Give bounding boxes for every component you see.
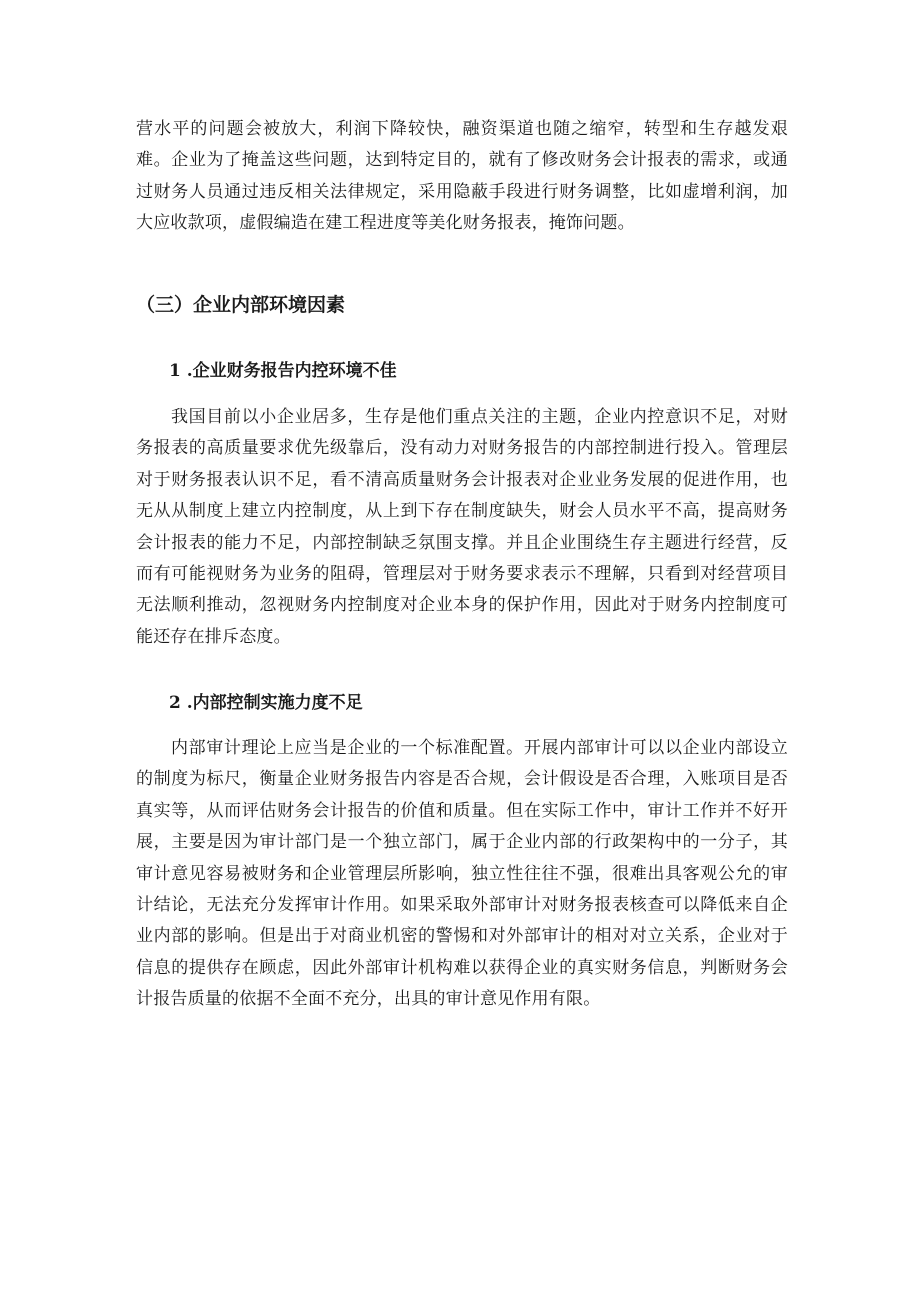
subsection-heading-1: 1 .企业财务报告内控环境不佳 bbox=[169, 361, 397, 381]
paragraph-continuation: 营水平的问题会被放大，利润下降较快，融资渠道也随之缩窄，转型和生存越发艰难。企业为了掩盖这些问题，达到特定目的，就有了修改财务会计报表的需求，或通过财务人员通过违反相关法律规定，采用隐蔽手段进行财务调整，比如虚增利润，加大应收款项，虚假编造在建工程进度等美化财务报表，掩饰问题。 bbox=[136, 119, 788, 234]
paragraph-internal-control-environment: 我国目前以小企业居多，生存是他们重点关注的主题，企业内控意识不足，对财务报表的高质量要求优先级靠后，没有动力对财务报告的内部控制进行投入。管理层对于财务报表认识不足，看不清高质量财务会计报表对企业业务发展的促进作用，也无从从制度上建立内控制度，从上到下存在制度缺失，财会人员水平不高，提高财务会计报表的能力不足，内部控制缺乏氛围支撑。并且企业围绕生存主题进行经营，反而有可能视财务为业务的阻碍，管理层对于财务要求表示不理解，只看到对经营项目无法顺利推动，忽视财务内控制度对企业本身的保护作用，因此对于财务内控制度可能还存在排斥态度。 bbox=[136, 407, 788, 647]
paragraph-internal-audit: 内部审计理论上应当是企业的一个标准配置。开展内部审计可以以企业内部设立的制度为标尺，衡量企业财务报告内容是否合规，会计假设是否合理，入账项目是否真实等，从而评估财务会计报告的价值和质量。但在实际工作中，审计工作并不好开展，主要是因为审计部门是一个独立部门，属于企业内部的行政架构中的一分子，其审计意见容易被财务和企业管理层所影响，独立性往往不强，很难出具客观公允的审计结论，无法充分发挥审计作用。如果采取外部审计对财务报表核查可以降低来自企业内部的影响。但是出于对商业机密的警惕和对外部审计的相对对立关系，企业对于信息的提供存在顾虑，因此外部审计机构难以获得企业的真实财务信息，判断财务会计报告质量的依据不全面不充分，出具的审计意见作用有限。 bbox=[136, 738, 788, 1010]
subsection-heading-2: 2 .内部控制实施力度不足 bbox=[169, 693, 363, 713]
section-heading: （三）企业内部环境因素 bbox=[136, 294, 346, 316]
